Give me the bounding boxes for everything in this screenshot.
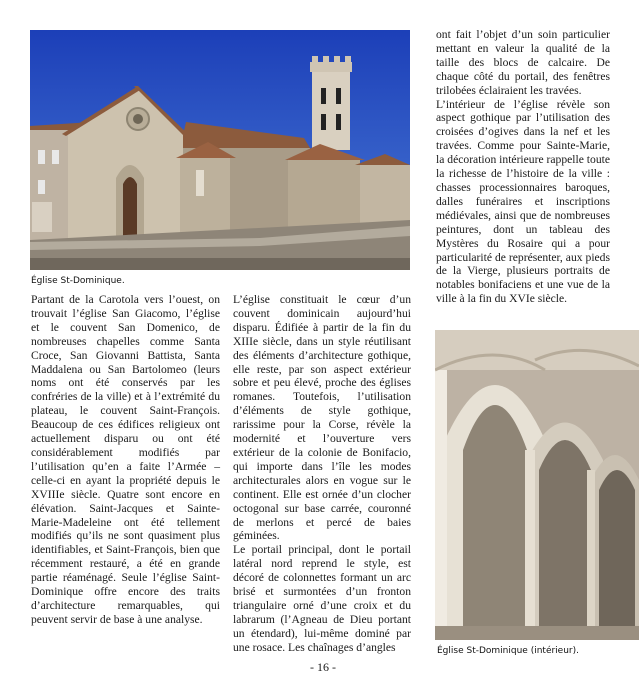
text-column-right [436,28,610,306]
text-column-left [31,293,220,627]
paragraph: L’intérieur de l’église révèle son aspect gothique par l’utilisation des croisées d’ogives dans la nef et les travées. Comme pour Sainte-Marie, la décoration intérieure rappelle toute la richesse de l’histoire de la ville : chasses processionnaires baroques, dalles funéraires et inscriptions médiévales, ainsi que de nombreuses peintures, dont un tableau des Mystères du Rosaire qui a pour particularité de représenter, aux pieds de la Vierge, plusieurs portraits de notables bonifaciens et une vue de la ville à la fin du XVIe siècle. [436,97,610,306]
page-number: - 16 - [310,660,336,674]
interior-photo-caption: Église St-Dominique (intérieur). [437,646,579,656]
exterior-photo-caption: Église St-Dominique. [31,276,125,286]
church-exterior-photo [30,30,410,270]
paragraph: ont fait l’objet d’un soin particulier mettant en valeur la qualité de la taille des blocs de calcaire. De chaque côté du portail, des fenêtres trilobées éclairaient les travées. [436,28,610,97]
paragraph: Le portail principal, dont le portail latéral nord reprend le style, est décoré de colonnettes formant un arc brisé et surmontées d’un fronton triangulaire orné d’une croix et du labrarum (l’Agneau de Dieu portant un étendard), lui-même dominé par une rosace. Les chaînages d’angles [233,543,411,654]
paragraph: Partant de la Carotola vers l’ouest, on trouvait l’église San Giacomo, l’église et le couvent San Domenico, de nombreuses chapelles comme Santa Croce, San Giovanni Battista, Santa Maddalena ou San Bartolomeo (leurs noms ont été conservés par les confréries de la ville) et à l’extrémité du plateau, le couvent Saint-François. Beaucoup de ces édifices religieux ont actuellement disparu ou ont été considérablement modifiés par l’utilisation qu’en a faite l’Armée – celle-ci en ayant la propriété depuis le XVIIIe siècle. Quatre sont encore en élévation. Saint-Jacques et Sainte-Marie-Madeleine ont été tellement modifiés qu’ils ne sont quasiment plus identifiables, et Saint-François, bien que récemment restauré, a été en grande partie réaménagé. Seule l’église Saint-Dominique offre encore des traits d’architecture remarquables, qui peuvent servir de base à une analyse. [31,293,220,626]
paragraph: L’église constituait le cœur d’un couvent dominicain aujourd’hui disparu. Édifiée à partir de la fin du XIIIe siècle, dans un style réutilisant des éléments d’architecture gothique, elle reste, par son aspect extérieur sobre et peu élevé, proche des églises romanes. Toutefois, l’utilisation d’éléments de style gothique, rarissime pour la Corse, révèle la modernité et l’ouverture vers extérieur de la colonie de Bonifacio, qui importe dans l’île les modes architecturales alors en vogue sur le continent. Elle est ornée d’un clocher octogonal sur base carrée, couronné de merlons et percé de baies géminées. [233,293,411,543]
church-interior-photo [435,330,639,640]
text-column-middle [233,293,411,655]
